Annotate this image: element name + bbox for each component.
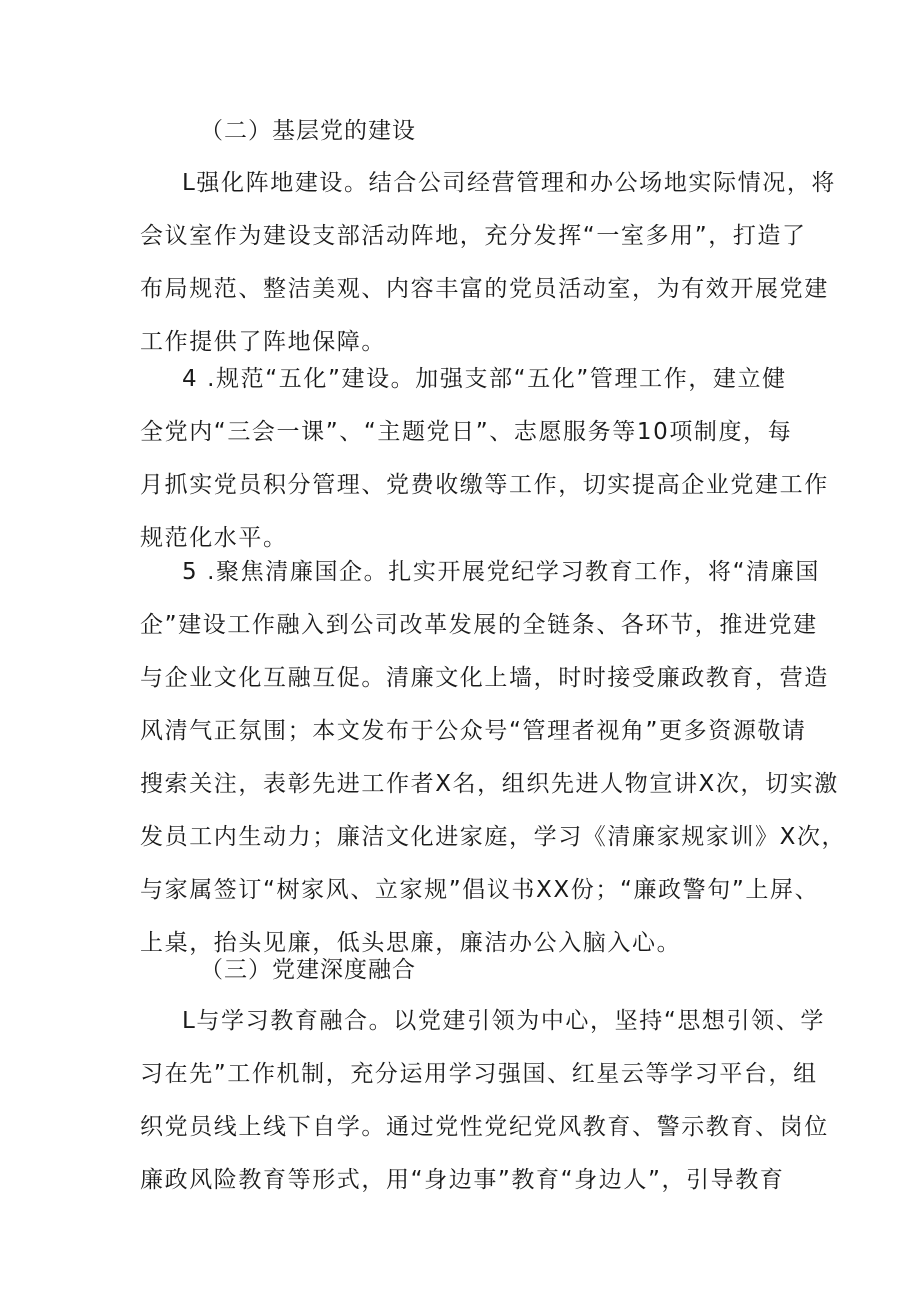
section-heading-3: （三）党建深度融合: [200, 957, 416, 983]
paragraph-line: 月抓实党员积分管理、党费收缴等工作，切实提高企业党建工作: [140, 472, 829, 498]
paragraph-line: L与学习教育融合。以党建引领为中心，坚持“思想引领、学: [182, 1008, 825, 1034]
paragraph-position-building: [140, 157, 837, 369]
paragraph-learning-integration: [140, 995, 829, 1207]
paragraph-line: 5 .聚焦清廉国企。扎实开展党纪学习教育工作，将“清廉国: [182, 559, 820, 585]
section-heading-2: （二）基层党的建设: [200, 118, 416, 144]
paragraph-line: 发员工内生动力；廉洁文化进家庭，学习《清廉家规家训》X次，: [140, 824, 847, 850]
paragraph-line: L强化阵地建设。结合公司经营管理和办公场地实际情况，将: [182, 170, 837, 196]
paragraph-line: 织党员线上线下自学。通过党性党纪党风教育、警示教育、岗位: [140, 1114, 829, 1140]
paragraph-line: 习在先”工作机制，充分运用学习强国、红星云等学习平台，组: [140, 1061, 818, 1087]
paragraph-line: 会议室作为建设支部活动阵地，充分发挥“一室多用”，打造了: [140, 223, 807, 249]
paragraph-line: 布局规范、整洁美观、内容丰富的党员活动室，为有效开展党建: [140, 276, 829, 302]
paragraph-five-standards: [140, 353, 829, 565]
paragraph-line: 上桌，抬头见廉，低头思廉，廉洁办公入脑入心。: [140, 930, 682, 956]
paragraph-line: 规范化水平。: [140, 525, 288, 551]
paragraph-line: 企”建设工作融入到公司改革发展的全链条、各环节，推进党建: [140, 612, 818, 638]
paragraph-line: 与企业文化互融互促。清廉文化上墙，时时接受廉政教育，营造: [140, 665, 829, 691]
paragraph-line: 与家属签订“树家风、立家规”倡议书XX份；“廉政警句”上屏、: [140, 877, 820, 903]
paragraph-clean-enterprise: [140, 546, 847, 970]
paragraph-line: 廉政风险教育等形式，用“身边事”教育“身边人”，引导教育: [140, 1167, 785, 1193]
paragraph-line: 风清气正氛围；本文发布于公众号“管理者视角”更多资源敬请: [140, 718, 807, 744]
paragraph-line: 4 .规范“五化”建设。加强支部“五化”管理工作，建立健: [182, 366, 787, 392]
paragraph-line: 搜索关注，表彰先进工作者X名，组织先进人物宣讲X次，切实激: [140, 771, 839, 797]
paragraph-line: 全党内“三会一课”、“主题党日”、志愿服务等10项制度，每: [140, 419, 793, 445]
paragraph-line: 工作提供了阵地保障。: [140, 329, 386, 355]
